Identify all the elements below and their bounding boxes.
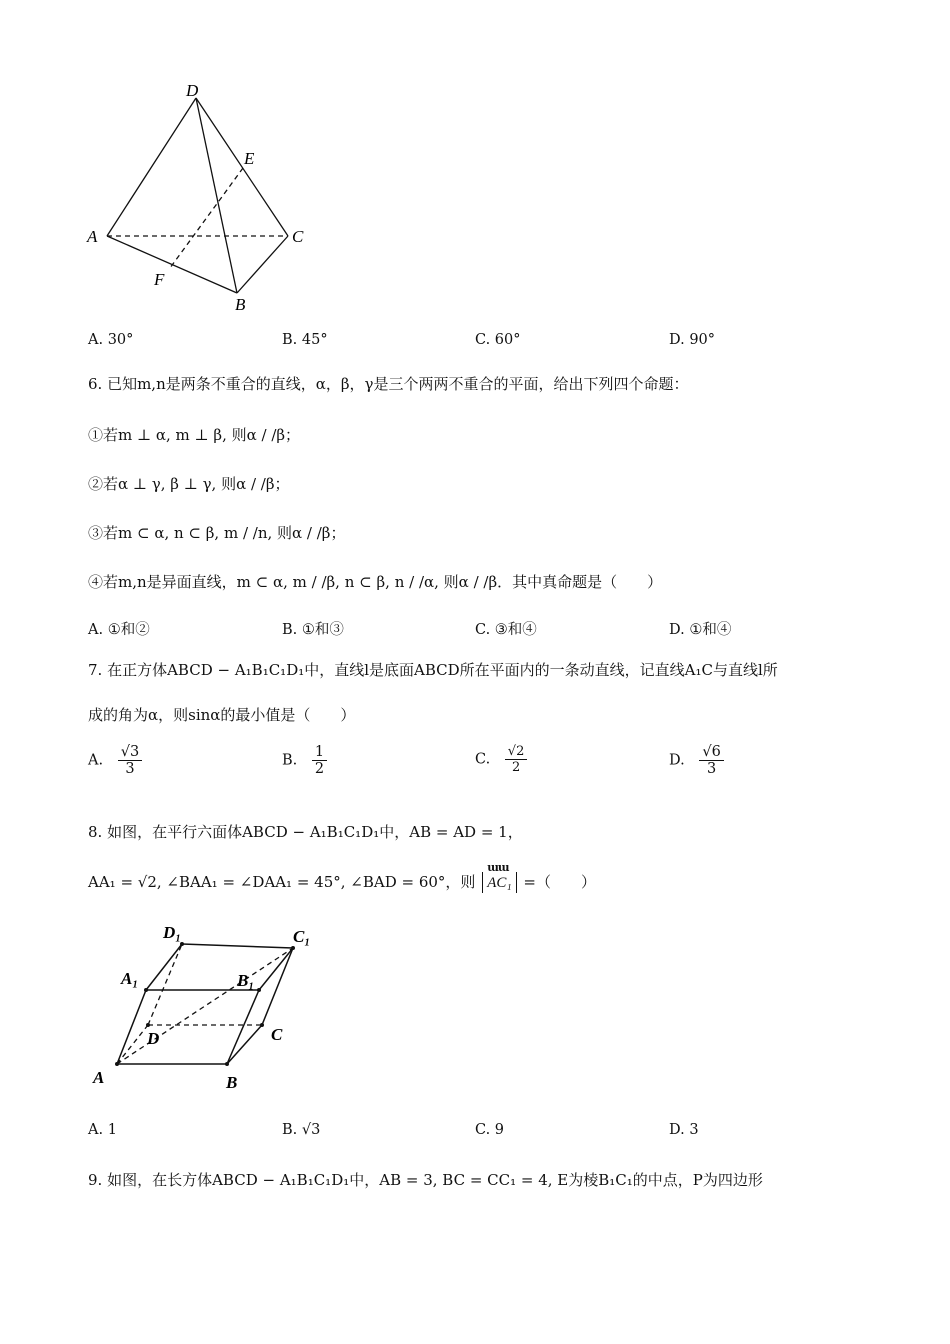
q8-conditions: AA₁ = √2, ∠BAA₁ = ∠DAA₁ = 45°, ∠BAD = 60°，则	[88, 873, 476, 891]
q7-option-c-denominator: 2	[511, 760, 521, 775]
q5-option-d[interactable]: D. 90°	[669, 332, 716, 348]
q7-option-c-fraction	[505, 744, 528, 775]
label-A: A	[87, 227, 98, 246]
q7-option-d-denominator: 3	[706, 761, 717, 777]
vertex-D1	[180, 942, 184, 946]
q8-stem-line1: 8. 如图，在平行六面体ABCD − A₁B₁C₁D₁中，AB = AD = 1，	[88, 823, 523, 841]
edge-BB1	[227, 990, 259, 1064]
vertex-C	[260, 1023, 264, 1027]
edge-CC1	[262, 948, 293, 1025]
parallelepiped-figure	[85, 918, 325, 1098]
q5-option-b[interactable]: B. 45°	[282, 332, 328, 348]
q7-option-a-fraction	[118, 744, 142, 777]
label-D1: D₁	[163, 923, 182, 942]
q7-option-d-numerator: √6	[699, 744, 723, 761]
tetrahedron-figure	[80, 78, 320, 318]
label-B: B	[235, 295, 246, 314]
q6-option-d[interactable]: D. ①和④	[669, 622, 732, 638]
edge-DB	[196, 98, 237, 293]
q9-stem-line1: 9. 如图，在长方体ABCD − A₁B₁C₁D₁中，AB = 3, BC = CC₁ = 4, E为棱B₁C₁的中点，P为四边形	[88, 1171, 763, 1189]
q7-option-c[interactable]	[475, 744, 527, 775]
q7-option-d[interactable]	[669, 744, 724, 777]
label-B1: B₁	[237, 971, 255, 990]
vertex-D	[146, 1023, 150, 1027]
vertex-A1	[144, 988, 148, 992]
edge-AA1	[117, 990, 146, 1064]
q8-vector-magnitude	[482, 861, 516, 893]
edge-B1C1	[259, 948, 293, 990]
edge-DD1-hidden	[148, 944, 182, 1025]
q7-option-a-numerator: √3	[118, 744, 142, 761]
q7-option-b-denominator: 2	[314, 761, 325, 777]
q8-tail: =（ ）	[523, 873, 596, 891]
q8-option-c[interactable]: C. 9	[475, 1122, 505, 1138]
vertex-B	[225, 1062, 229, 1066]
label-E: E	[244, 149, 255, 168]
q6-proposition-1: ①若m ⊥ α, m ⊥ β, 则α / /β；	[88, 426, 301, 444]
edge-AD-hidden	[117, 1025, 148, 1064]
edge-DC	[196, 98, 288, 236]
edge-BC	[227, 1025, 262, 1064]
q6-option-b[interactable]: B. ①和③	[282, 622, 344, 638]
q6-proposition-3: ③若m ⊂ α, n ⊂ β, m / /n, 则α / /β；	[88, 524, 346, 542]
label-C: C	[271, 1025, 283, 1044]
q7-option-d-fraction	[699, 744, 723, 777]
vertex-A	[115, 1062, 119, 1066]
edge-BC	[237, 236, 288, 293]
label-C: C	[292, 227, 304, 246]
q6-proposition-4: ④若m,n是异面直线，m ⊂ α, m / /β, n ⊂ β, n / /α, 则α / /β．其中真命题是（ ）	[88, 573, 663, 591]
q6-option-a[interactable]: A. ①和②	[88, 622, 150, 638]
label-C1: C₁	[293, 927, 311, 946]
vertex-C1	[291, 946, 295, 950]
q6-stem: 6. 已知m,n是两条不重合的直线，α，β，γ是三个两两不重合的平面，给出下列四个命题：	[88, 375, 689, 393]
label-B: B	[226, 1073, 238, 1092]
q7-stem-line2: 成的角为α，则sinα的最小值是（ ）	[88, 706, 356, 724]
q8-option-d[interactable]: D. 3	[669, 1122, 699, 1138]
q7-option-b[interactable]	[282, 744, 327, 777]
diagonal-AC1-hidden	[117, 948, 293, 1064]
edge-A1D1	[146, 944, 182, 990]
q7-option-b-label: B.	[282, 752, 298, 769]
segment-EF-hidden	[170, 168, 243, 268]
label-A1: A₁	[121, 969, 139, 988]
q5-option-c[interactable]: C. 60°	[475, 332, 521, 348]
vertex-B1	[257, 988, 261, 992]
q8-stem-line2	[88, 861, 596, 893]
edge-D1C1	[182, 944, 293, 948]
q7-option-a-label: A.	[88, 752, 104, 769]
q7-option-b-numerator: 1	[312, 744, 327, 761]
label-A: A	[93, 1068, 105, 1087]
q7-stem-line1: 7. 在正方体ABCD − A₁B₁C₁D₁中，直线l是底面ABCD所在平面内的一条动直线，记直线A₁C与直线l所	[88, 661, 778, 679]
q7-option-a-denominator: 3	[125, 761, 135, 777]
q7-option-c-label: C.	[475, 751, 491, 768]
q5-option-a[interactable]: A. 30°	[88, 332, 134, 348]
q7-option-c-numerator: √2	[505, 744, 528, 760]
q8-vector-arrow: ɯɯ	[487, 861, 509, 874]
q8-vector-ac1: AC₁	[487, 875, 512, 891]
q6-option-c[interactable]: C. ③和④	[475, 622, 537, 638]
label-F: F	[154, 270, 165, 289]
q7-option-a[interactable]	[88, 744, 142, 777]
q6-proposition-2: ②若α ⊥ γ, β ⊥ γ, 则α / /β；	[88, 475, 290, 493]
q8-option-a[interactable]: A. 1	[88, 1122, 117, 1138]
edge-DA	[107, 98, 196, 236]
q7-option-d-label: D.	[669, 752, 685, 769]
label-D: D	[186, 81, 199, 100]
q7-option-b-fraction	[312, 744, 327, 777]
label-D: D	[147, 1029, 160, 1048]
q8-option-b[interactable]: B. √3	[282, 1122, 321, 1138]
